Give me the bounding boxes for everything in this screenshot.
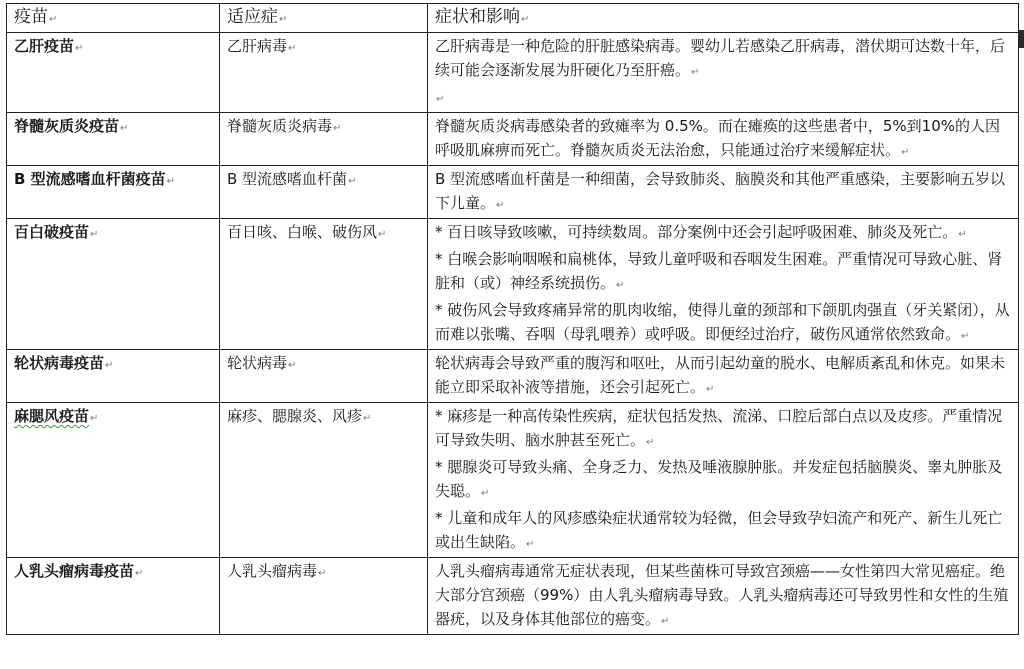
vaccine-name: 人乳头瘤病毒疫苗 [14,562,135,580]
vaccine-name-cell [7,166,220,219]
paragraph-mark: ↵ [120,123,129,134]
vaccine-name-cell [7,219,220,350]
paragraph-mark: ↵ [526,539,535,550]
effects-cell [428,403,1019,558]
effects-text: B 型流感嗜血杆菌是一种细菌，会导致肺炎、脑膜炎和其他严重感染，主要影响五岁以下儿童。 [435,170,1006,212]
effects-paragraph [435,34,1013,85]
scroll-indicator [1019,30,1024,48]
effects-cell [428,113,1019,166]
indication-text: 轮状病毒 [227,354,288,372]
effects-cell [428,166,1019,219]
paragraph-mark: ↵ [691,67,700,78]
paragraph-mark: ↵ [436,94,445,105]
vaccine-name: B 型流感嗜血杆菌疫苗 [14,170,166,188]
paragraph-mark: ↵ [348,176,357,187]
indication-text: 百日咳、白喉、破伤风 [227,223,378,241]
indication-cell [220,166,428,219]
paragraph-mark: ↵ [363,413,372,424]
table-row-hib [7,166,1019,219]
paragraph-mark: ↵ [90,413,99,424]
effects-text: 人乳头瘤病毒通常无症状表现，但某些菌株可导致宫颈癌——女性第四大常见癌症。绝大部分宫颈癌（99%）由人乳头瘤病毒导致。人乳头瘤病毒还可导致男性和女性的生殖器疣，以及身体其他部位的癌变。 [435,562,1009,628]
effects-cell [428,219,1019,350]
indication-text: 人乳头瘤病毒 [227,562,318,580]
paragraph-mark: ↵ [661,616,670,627]
paragraph-mark: ↵ [961,331,970,342]
table-row-hpv [7,558,1019,635]
indication-cell [220,350,428,403]
indication-cell [220,33,428,113]
vaccine-table [6,3,1019,635]
paragraph-mark: ↵ [288,360,297,371]
paragraph-mark: ↵ [378,229,387,240]
paragraph-mark: ↵ [481,488,490,499]
indication-cell [220,558,428,635]
indication-text: B 型流感嗜血杆菌 [227,170,348,188]
paragraph-mark: ↵ [105,360,114,371]
effects-text: * 麻疹是一种高传染性疾病，症状包括发热、流涕、口腔后部白点以及皮疹。严重情况可导致失明、脑水肿甚至死亡。 [435,407,1003,449]
table-row-hepb [7,33,1019,113]
effects-cell [428,558,1019,635]
vaccine-name-cell [7,350,220,403]
indication-cell [220,403,428,558]
effects-paragraph [435,114,1013,165]
effects-text: 乙肝病毒是一种危险的肝脏感染病毒。婴幼儿若感染乙肝病毒，潜伏期可达数十年，后续可能会逐渐发展为肝硬化乃至肝癌。 [435,37,1006,79]
vaccine-name: 百白破疫苗 [14,223,90,241]
effects-text: * 儿童和成年人的风疹感染症状通常较为轻微，但会导致孕妇流产和死产、新生儿死亡或出生缺陷。 [435,509,1003,551]
vaccine-name-cell [7,113,220,166]
header-effects: 症状和影响↵ [428,4,1019,33]
paragraph-mark: ↵ [496,200,505,211]
paragraph-mark: ↵ [166,176,176,187]
effects-text: 轮状病毒会导致严重的腹泻和呕吐，从而引起幼童的脱水、电解质紊乱和休克。如果未能立即采取补液等措施，还会引起死亡。 [435,354,1006,396]
paragraph-mark: ↵ [333,123,342,134]
vaccine-name: 麻腮风疫苗 [14,407,90,425]
effects-paragraph [435,559,1013,634]
effects-text: * 百日咳导致咳嗽，可持续数周。部分案例中还会引起呼吸困难、肺炎及死亡。 [435,223,958,241]
effects-paragraph [435,455,1013,506]
vaccine-name: 脊髓灰质炎疫苗 [14,117,120,135]
paragraph-mark: ↵ [90,229,99,240]
effects-paragraph [435,351,1013,402]
table-row-polio [7,113,1019,166]
effects-cell [428,33,1019,113]
effects-text: * 白喉会影响咽喉和扁桃体，导致儿童呼吸和吞咽发生困难。严重情况可导致心脏、肾脏和（或）神经系统损伤。 [435,250,1003,292]
effects-cell [428,350,1019,403]
effects-paragraph [435,298,1013,349]
header-row [7,4,1019,33]
vaccine-name: 乙肝疫苗 [14,37,75,55]
paragraph-mark: ↵ [318,568,327,579]
table-row-dtp [7,219,1019,350]
indication-cell [220,113,428,166]
effects-paragraph [435,85,1013,112]
paragraph-mark: ↵ [958,229,967,240]
paragraph-mark: ↵ [135,568,144,579]
vaccine-name: 轮状病毒疫苗 [14,354,105,372]
table-row-mmr [7,403,1019,558]
effects-paragraph [435,220,1013,247]
paragraph-mark: ↵ [616,280,625,291]
vaccine-name-cell [7,403,220,558]
paragraph-mark: ↵ [75,43,84,54]
effects-text: 脊髓灰质炎病毒感染者的致瘫率为 0.5%。而在瘫痪的这些患者中，5%到10%的人因呼吸肌麻痹而死亡。脊髓灰质炎无法治愈，只能通过治疗来缓解症状。 [435,117,1001,159]
effects-paragraph [435,247,1013,298]
paragraph-mark: ↵ [288,43,297,54]
paragraph-mark: ↵ [901,147,910,158]
table-header [7,4,1019,33]
effects-text: * 腮腺炎可导致头痛、全身乏力、发热及唾液腺肿胀。并发症包括脑膜炎、睾丸肿胀及失聪。 [435,458,1003,500]
header-indication: 适应症↵ [220,4,428,33]
table-row-rotavirus [7,350,1019,403]
indication-cell [220,219,428,350]
paragraph-mark: ↵ [706,384,715,395]
indication-text: 乙肝病毒 [227,37,288,55]
paragraph-mark: ↵ [646,437,655,448]
vaccine-name-cell [7,558,220,635]
effects-paragraph [435,404,1013,455]
table-body [7,33,1019,635]
vaccine-name-cell [7,33,220,113]
indication-text: 麻疹、腮腺炎、风疹 [227,407,363,425]
indication-text: 脊髓灰质炎病毒 [227,117,333,135]
effects-paragraph [435,506,1013,557]
effects-text: * 破伤风会导致疼痛异常的肌肉收缩，使得儿童的颈部和下颌肌肉强直（牙关紧闭），从而难以张嘴、吞咽（母乳喂养）或呼吸。即便经过治疗，破伤风通常依然致命。 [435,301,1010,343]
header-vaccine: 疫苗↵ [7,4,220,33]
effects-paragraph [435,167,1013,218]
